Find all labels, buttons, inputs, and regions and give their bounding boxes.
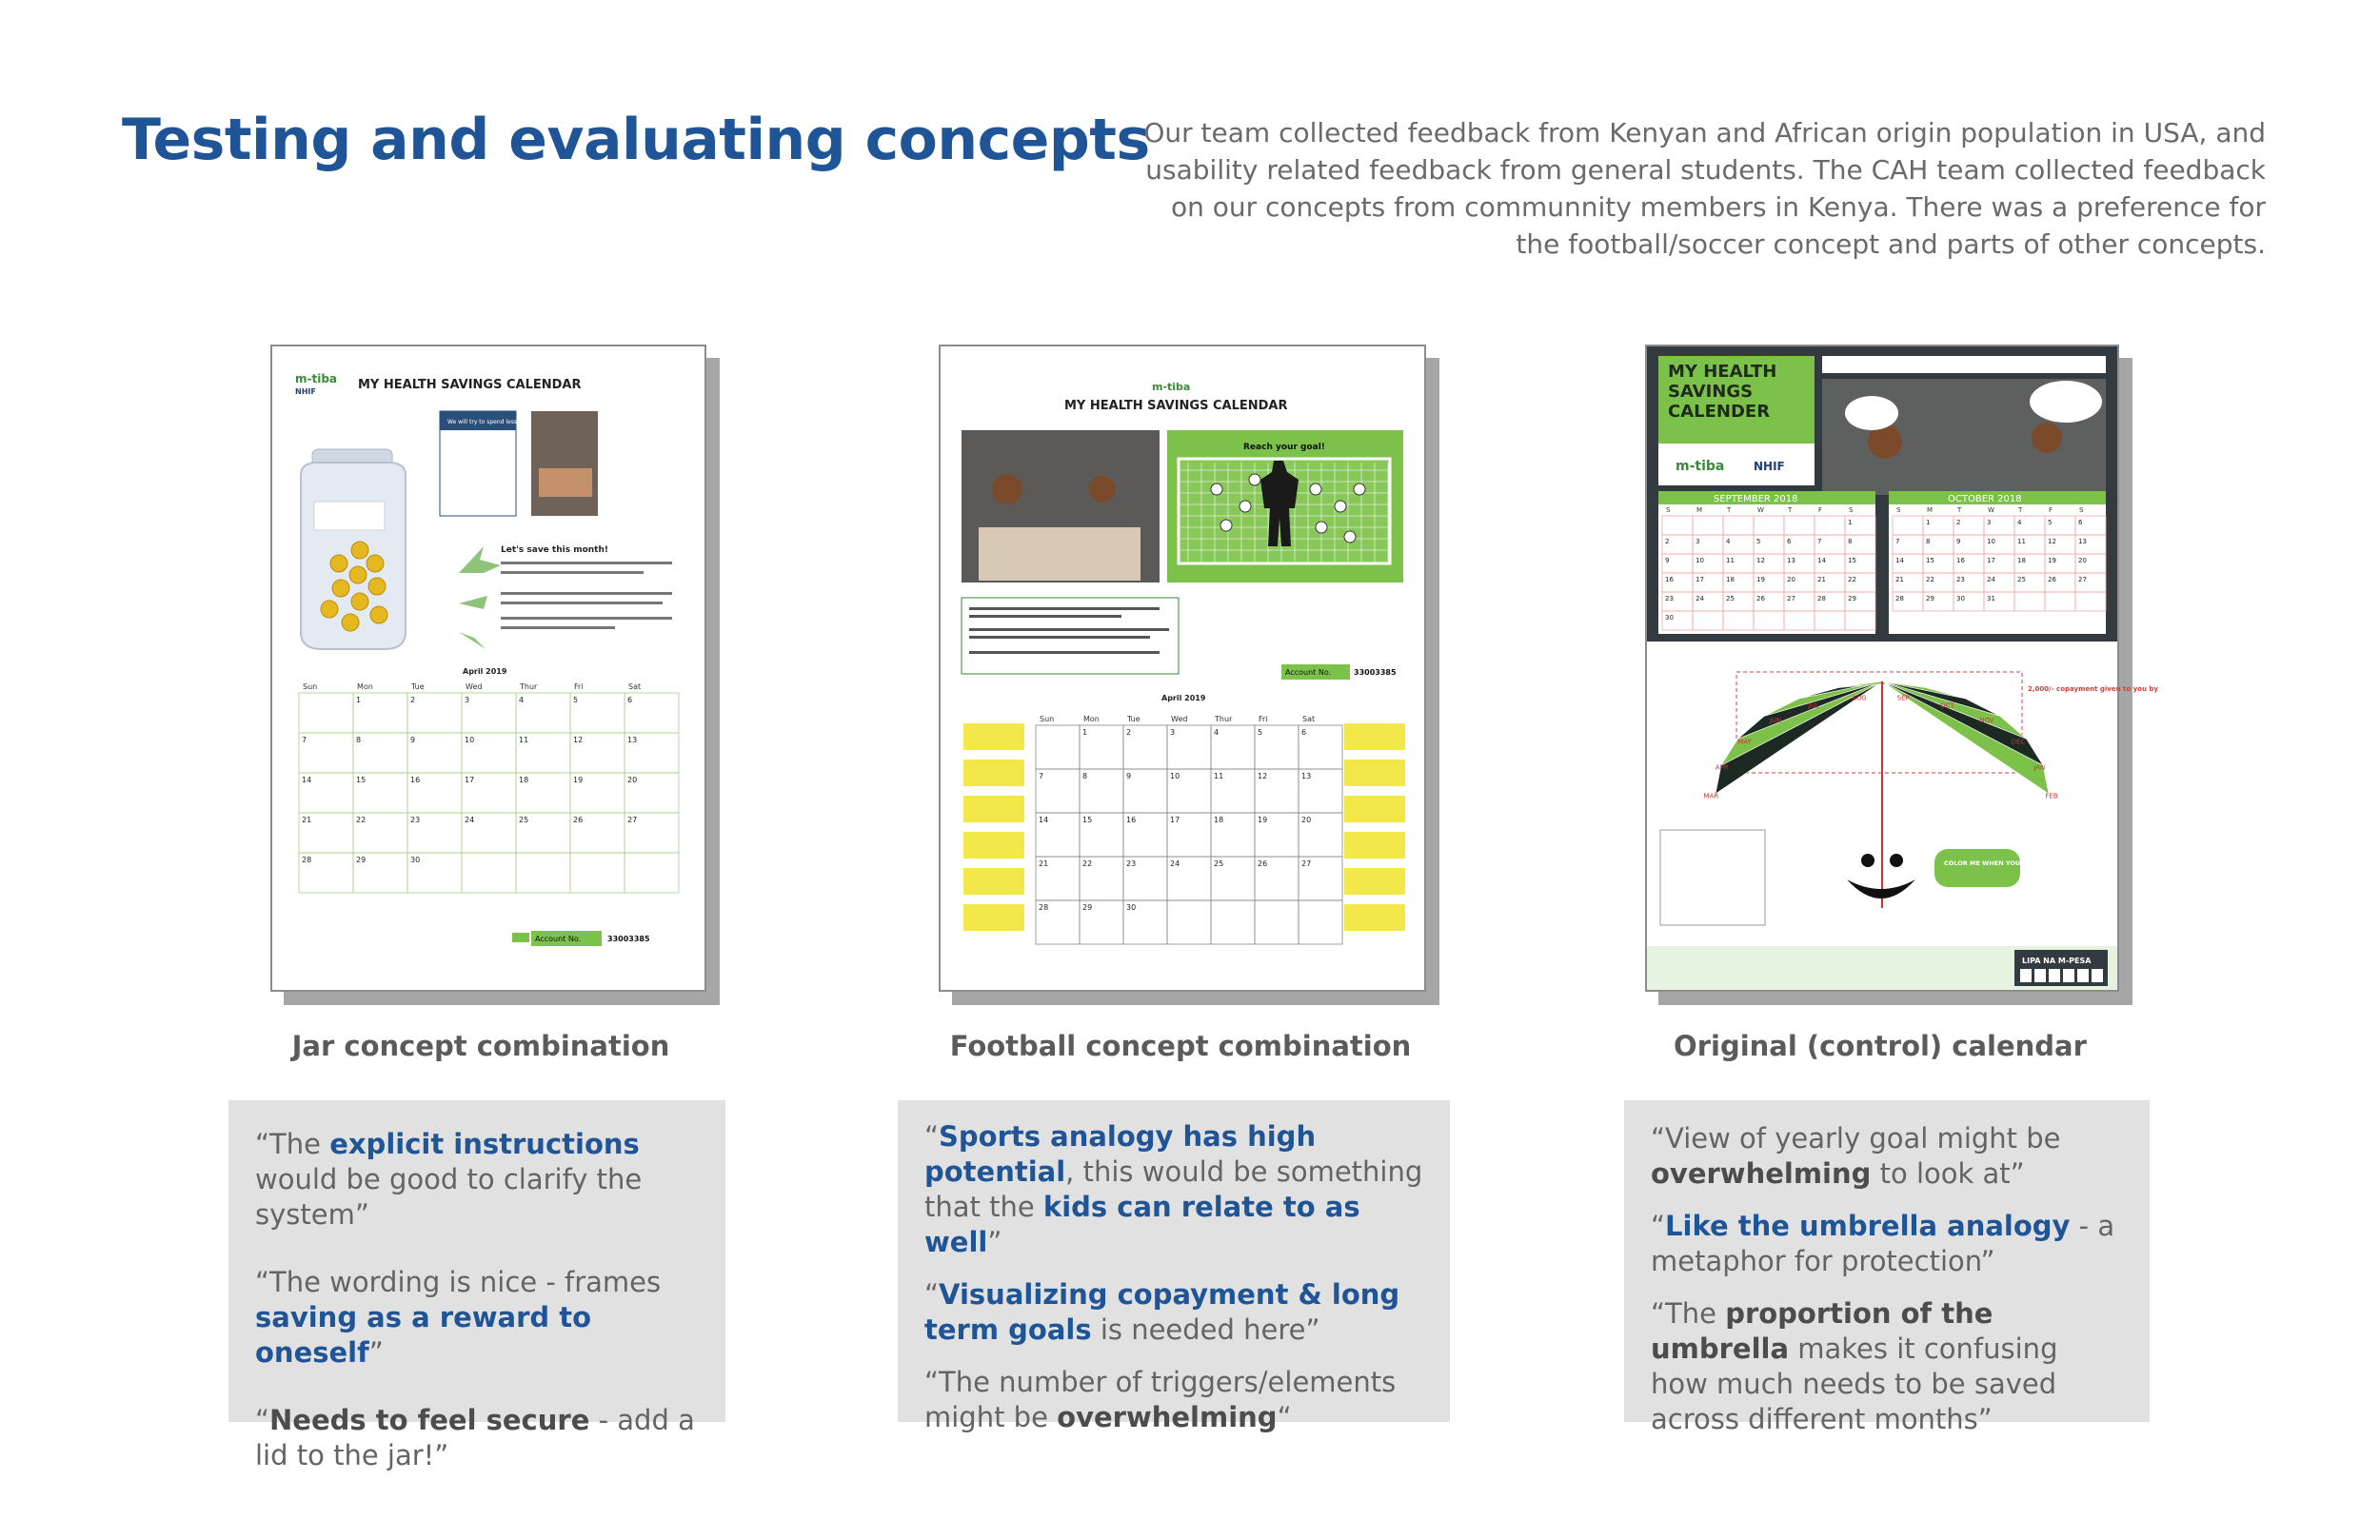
original-quote-2: “Like the umbrella analogy - a metaphor for protection” bbox=[1651, 1210, 2115, 1277]
day-number: 27 bbox=[627, 816, 638, 824]
weekday-label: S bbox=[1849, 506, 1854, 514]
copay-note: 2,000/- copayment given to you by bbox=[2028, 685, 2158, 693]
day-number: 8 bbox=[1082, 772, 1088, 780]
jar-icon bbox=[301, 449, 406, 649]
day-number: 15 bbox=[1926, 557, 1934, 564]
intro-paragraph: Our team collected feedback from Kenyan and African origin population in USA, and usability related feedback from general students. The CAH team collected feedback on our concepts from communnity members in Kenya. There was a preference for the football/soccer concept and parts of other concepts. bbox=[1143, 117, 2266, 260]
day-number: 6 bbox=[1787, 538, 1792, 545]
day-number: 14 bbox=[302, 776, 312, 784]
jar-calendar-grid bbox=[299, 682, 679, 893]
save-heading: Let's save this month! bbox=[501, 545, 608, 555]
day-number: 19 bbox=[1756, 576, 1765, 583]
weekday-label: Fri bbox=[574, 682, 584, 691]
day-number: 22 bbox=[1848, 576, 1856, 583]
day-number: 8 bbox=[1848, 538, 1853, 545]
day-number: 17 bbox=[465, 776, 475, 784]
orig-brand: m-tiba bbox=[1676, 459, 1725, 474]
weekday-label: S bbox=[1896, 506, 1901, 514]
day-number: 23 bbox=[1956, 576, 1965, 583]
weekday-label: Thur bbox=[520, 682, 538, 691]
day-number: 23 bbox=[410, 816, 421, 824]
weekday-label: Sat bbox=[628, 682, 642, 691]
day-number: 4 bbox=[1726, 538, 1731, 545]
day-number: 3 bbox=[465, 696, 470, 704]
day-number: 4 bbox=[519, 696, 525, 704]
day-number: 11 bbox=[1726, 557, 1735, 564]
original-caption: Original (control) calendar bbox=[1674, 1030, 2087, 1062]
day-number: 22 bbox=[1082, 859, 1093, 868]
svg-text:NHIF: NHIF bbox=[295, 387, 316, 396]
weekday-label: Tue bbox=[1127, 715, 1140, 723]
original-calendar-sheet bbox=[1645, 345, 2158, 992]
day-number: 12 bbox=[1756, 557, 1765, 564]
day-number: 19 bbox=[1258, 816, 1268, 824]
weekday-label: Sat bbox=[1302, 715, 1316, 723]
day-number: 5 bbox=[2048, 519, 2053, 526]
day-number: 21 bbox=[1895, 576, 1904, 583]
football-sheet-title: MY HEALTH SAVINGS CALENDAR bbox=[1064, 399, 1288, 413]
spend-box-label: We will try to spend less on: bbox=[447, 419, 528, 425]
weekday-label: M bbox=[1696, 506, 1703, 514]
weekday-label: Wed bbox=[466, 682, 483, 691]
day-number: 1 bbox=[1926, 519, 1931, 526]
umbrella-month-label: JUL bbox=[1808, 701, 1819, 710]
day-number: 25 bbox=[1214, 859, 1224, 868]
weekday-label: Sun bbox=[1040, 715, 1055, 723]
day-number: 24 bbox=[1696, 595, 1704, 602]
day-number: 20 bbox=[1301, 816, 1312, 824]
day-number: 10 bbox=[1170, 772, 1180, 780]
football-account-no: 33003385 bbox=[1354, 668, 1397, 677]
orig-month-sep: SEPTEMBER 2018 bbox=[1714, 494, 1798, 504]
day-number: 25 bbox=[2017, 576, 2026, 583]
day-number: 31 bbox=[1987, 595, 1995, 602]
jar-quote-3: “Needs to feel secure - add a lid to the jar!” bbox=[255, 1404, 695, 1471]
day-number: 28 bbox=[1895, 595, 1904, 602]
page-title: Testing and evaluating concepts bbox=[122, 107, 1150, 173]
day-number: 1 bbox=[1848, 519, 1853, 526]
day-number: 7 bbox=[1817, 538, 1822, 545]
lipa-label: LIPA NA M-PESA bbox=[2022, 957, 2092, 965]
day-number: 25 bbox=[519, 816, 529, 824]
football-quote-3: “The number of triggers/elements might be overwhelming“ bbox=[924, 1366, 1397, 1433]
original-calendar-illustration bbox=[1647, 346, 2158, 990]
day-number: 27 bbox=[1301, 859, 1312, 868]
day-number: 2 bbox=[1126, 728, 1132, 737]
day-number: 14 bbox=[1817, 557, 1826, 564]
jar-quote-2: “The wording is nice - frames saving as a reward to oneself” bbox=[255, 1266, 662, 1369]
football-concept-sheet bbox=[939, 345, 1426, 992]
weekday-label: Tue bbox=[411, 682, 425, 691]
weekday-label: Wed bbox=[1171, 715, 1188, 723]
day-number: 9 bbox=[1665, 557, 1670, 564]
day-number: 1 bbox=[356, 696, 362, 704]
day-number: 9 bbox=[1126, 772, 1132, 780]
day-number: 20 bbox=[1787, 576, 1795, 583]
day-number: 13 bbox=[627, 736, 638, 744]
orig-month-oct: OCTOBER 2018 bbox=[1948, 494, 2022, 504]
weekday-label: Thur bbox=[1215, 715, 1233, 723]
umbrella-month-label: MAR bbox=[1703, 792, 1719, 800]
jar-account-label: Account No. bbox=[535, 935, 582, 943]
day-number: 10 bbox=[1696, 557, 1704, 564]
weekday-label: Fri bbox=[1259, 715, 1268, 723]
original-quote-3: “The proportion of the umbrella makes it confusing how much needs to be saved across different months” bbox=[1651, 1297, 2058, 1435]
weekday-label: Mon bbox=[357, 682, 373, 691]
football-feedback-box bbox=[898, 1100, 1450, 1433]
jar-caption: Jar concept combination bbox=[291, 1030, 670, 1062]
day-number: 2 bbox=[410, 696, 416, 704]
day-number: 28 bbox=[302, 856, 312, 864]
day-number: 3 bbox=[1987, 519, 1992, 526]
day-number: 16 bbox=[410, 776, 421, 784]
day-number: 17 bbox=[1696, 576, 1704, 583]
day-number: 26 bbox=[573, 816, 584, 824]
jar-feedback-box bbox=[228, 1100, 725, 1471]
day-number: 14 bbox=[1895, 557, 1904, 564]
weekday-label: W bbox=[1988, 506, 1994, 514]
jar-brand: m-tiba bbox=[295, 372, 338, 385]
weekday-label: T bbox=[2018, 506, 2023, 514]
svg-text:NHIF: NHIF bbox=[1754, 460, 1785, 473]
day-number: 18 bbox=[1726, 576, 1735, 583]
day-number: 29 bbox=[1926, 595, 1934, 602]
day-number: 5 bbox=[1756, 538, 1761, 545]
day-number: 6 bbox=[1301, 728, 1307, 737]
day-number: 24 bbox=[465, 816, 475, 824]
day-number: 27 bbox=[1787, 595, 1795, 602]
day-number: 17 bbox=[1170, 816, 1180, 824]
umbrella-month-label: JUN bbox=[1769, 717, 1782, 725]
football-caption: Football concept combination bbox=[949, 1030, 1412, 1062]
day-number: 30 bbox=[1956, 595, 1965, 602]
day-number: 18 bbox=[1214, 816, 1224, 824]
weekday-label: T bbox=[1727, 506, 1732, 514]
football-calendar-grid bbox=[1036, 715, 1342, 944]
orig-title-1: MY HEALTH bbox=[1668, 362, 1777, 382]
weekday-label: W bbox=[1757, 506, 1764, 514]
day-number: 22 bbox=[356, 816, 367, 824]
day-number: 26 bbox=[1756, 595, 1765, 602]
arrow-icons bbox=[459, 546, 501, 649]
weekday-label: Sun bbox=[303, 682, 318, 691]
weekday-label: T bbox=[1957, 506, 1962, 514]
day-number: 9 bbox=[1956, 538, 1961, 545]
day-number: 7 bbox=[302, 736, 307, 744]
day-number: 12 bbox=[1258, 772, 1268, 780]
day-number: 13 bbox=[1301, 772, 1312, 780]
day-number: 8 bbox=[356, 736, 362, 744]
day-number: 8 bbox=[1926, 538, 1931, 545]
day-number: 20 bbox=[627, 776, 638, 784]
day-number: 6 bbox=[2078, 519, 2083, 526]
day-number: 18 bbox=[519, 776, 529, 784]
day-number: 4 bbox=[2017, 519, 2022, 526]
day-number: 11 bbox=[2017, 538, 2026, 545]
umbrella-month-label: DEC bbox=[2011, 738, 2026, 746]
day-number: 22 bbox=[1926, 576, 1934, 583]
umbrella-month-label: JAN bbox=[2033, 763, 2046, 772]
day-number: 15 bbox=[1848, 557, 1856, 564]
day-number: 21 bbox=[302, 816, 312, 824]
football-quote-1: “Sports analogy has high potential, this would be something that the kids can relate to as well” bbox=[924, 1120, 1423, 1258]
day-number: 16 bbox=[1665, 576, 1674, 583]
yellow-cards bbox=[963, 723, 1405, 931]
day-number: 21 bbox=[1817, 576, 1826, 583]
day-number: 28 bbox=[1817, 595, 1826, 602]
umbrella-month-label: SEP bbox=[1896, 694, 1910, 702]
day-number: 2 bbox=[1956, 519, 1961, 526]
orig-title-2: SAVINGS bbox=[1668, 382, 1754, 402]
day-number: 29 bbox=[1848, 595, 1856, 602]
umbrella-month-label: FEB bbox=[2045, 792, 2058, 800]
day-number: 14 bbox=[1039, 816, 1049, 824]
umbrella-month-label: OCT bbox=[1940, 701, 1954, 710]
day-number: 26 bbox=[1258, 859, 1268, 868]
goal-label: Reach your goal! bbox=[1243, 443, 1325, 452]
day-number: 4 bbox=[1214, 728, 1220, 737]
jar-month: April 2019 bbox=[463, 667, 507, 676]
day-number: 21 bbox=[1039, 859, 1049, 868]
jar-account-no: 33003385 bbox=[607, 935, 650, 943]
weekday-label: M bbox=[1927, 506, 1934, 514]
day-number: 23 bbox=[1665, 595, 1674, 602]
football-month: April 2019 bbox=[1161, 694, 1206, 702]
football-account-label: Account No. bbox=[1285, 668, 1332, 677]
day-number: 12 bbox=[2048, 538, 2056, 545]
day-number: 27 bbox=[2078, 576, 2087, 583]
day-number: 3 bbox=[1696, 538, 1700, 545]
day-number: 3 bbox=[1170, 728, 1176, 737]
day-number: 30 bbox=[1126, 903, 1137, 912]
day-number: 30 bbox=[410, 856, 421, 864]
weekday-label: Mon bbox=[1083, 715, 1100, 723]
day-number: 12 bbox=[573, 736, 584, 744]
football-brand: m-tiba bbox=[1152, 381, 1191, 393]
jar-quote-1: “The explicit instructions would be good to clarify the system” bbox=[255, 1128, 643, 1231]
day-number: 18 bbox=[2017, 557, 2026, 564]
day-number: 15 bbox=[356, 776, 367, 784]
day-number: 29 bbox=[1082, 903, 1093, 912]
weekday-label: S bbox=[2079, 506, 2084, 514]
umbrella-month-label: APR bbox=[1715, 763, 1729, 772]
day-number: 23 bbox=[1126, 859, 1137, 868]
day-number: 25 bbox=[1726, 595, 1735, 602]
weekday-label: F bbox=[1818, 506, 1823, 514]
day-number: 1 bbox=[1082, 728, 1088, 737]
day-number: 30 bbox=[1665, 614, 1674, 622]
day-number: 2 bbox=[1665, 538, 1670, 545]
day-number: 16 bbox=[1956, 557, 1965, 564]
day-number: 28 bbox=[1039, 903, 1049, 912]
weekday-label: S bbox=[1666, 506, 1671, 514]
day-number: 6 bbox=[627, 696, 633, 704]
original-quote-1: “View of yearly goal might be overwhelming to look at” bbox=[1651, 1122, 2061, 1190]
day-number: 24 bbox=[1170, 859, 1180, 868]
day-number: 11 bbox=[1214, 772, 1224, 780]
jar-concept-illustration bbox=[272, 346, 704, 990]
day-number: 17 bbox=[1987, 557, 1995, 564]
orig-title-3: CALENDER bbox=[1668, 402, 1771, 422]
day-number: 15 bbox=[1082, 816, 1093, 824]
football-quote-2: “Visualizing copayment & long term goals is needed here” bbox=[924, 1278, 1400, 1346]
day-number: 19 bbox=[573, 776, 584, 784]
day-number: 7 bbox=[1039, 772, 1044, 780]
day-number: 20 bbox=[2078, 557, 2087, 564]
day-number: 11 bbox=[519, 736, 529, 744]
day-number: 10 bbox=[1987, 538, 1995, 545]
day-number: 19 bbox=[2048, 557, 2056, 564]
day-number: 16 bbox=[1126, 816, 1137, 824]
umbrella-month-label: MAY bbox=[1737, 738, 1752, 746]
jar-concept-sheet bbox=[270, 345, 706, 992]
day-number: 24 bbox=[1987, 576, 1995, 583]
jar-sheet-title: MY HEALTH SAVINGS CALENDAR bbox=[358, 378, 582, 392]
day-number: 13 bbox=[2078, 538, 2087, 545]
day-number: 7 bbox=[1895, 538, 1900, 545]
day-number: 26 bbox=[2048, 576, 2056, 583]
day-number: 13 bbox=[1787, 557, 1795, 564]
day-number: 29 bbox=[356, 856, 367, 864]
day-number: 5 bbox=[573, 696, 579, 704]
weekday-label: T bbox=[1788, 506, 1793, 514]
football-concept-illustration bbox=[941, 346, 1424, 990]
original-feedback-box bbox=[1624, 1100, 2150, 1435]
day-number: 5 bbox=[1258, 728, 1263, 737]
umbrella-month-label: NOV bbox=[1979, 717, 1994, 725]
speech-bubble: COLOR ME WHEN YOU HAVE SAVED bbox=[1944, 859, 2067, 867]
day-number: 10 bbox=[465, 736, 475, 744]
umbrella-month-label: AUG bbox=[1852, 694, 1867, 702]
day-number: 9 bbox=[410, 736, 416, 744]
weekday-label: F bbox=[2049, 506, 2053, 514]
